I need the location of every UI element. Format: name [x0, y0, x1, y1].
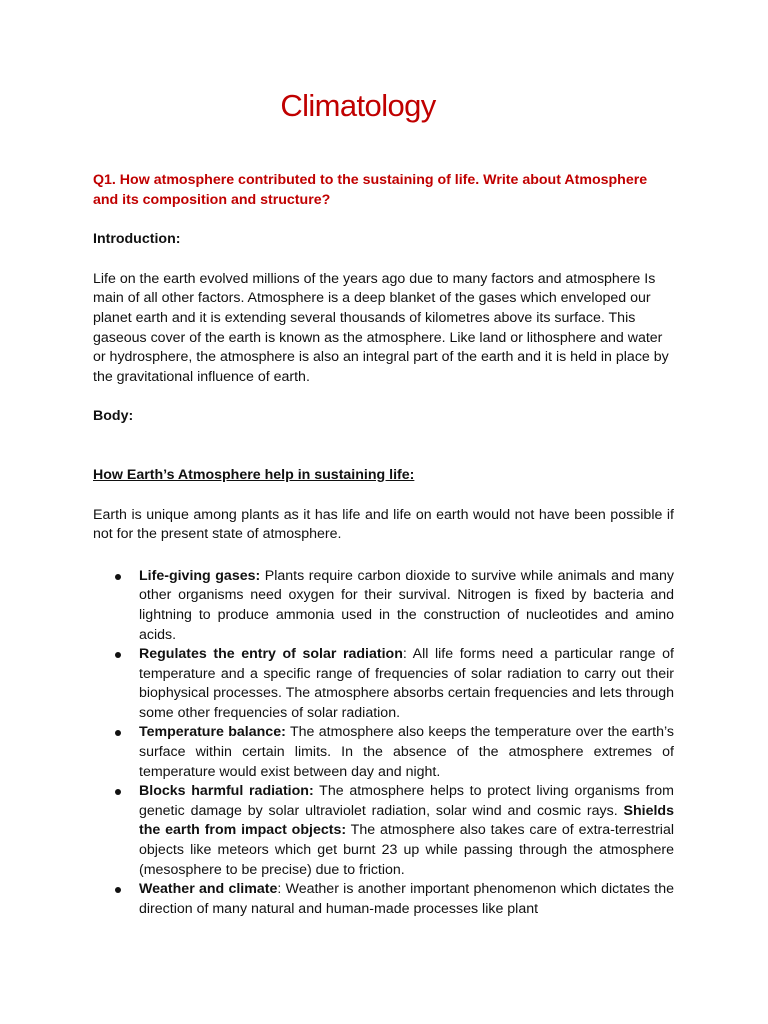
- bullet-text: The atmosphere helps to protect living organisms from genetic damage by solar ultraviolet radiation, solar wind and cosmic rays.: [139, 783, 674, 819]
- document-title: Climatology: [280, 88, 436, 123]
- bullet-text: Plants require carbon dioxide to survive while animals and many other organisms need oxygen for their survival. Nitrogen is fixed by bacteria and lightning to produce ammonia used in the construction of nucleotides and amino acids.: [139, 567, 674, 643]
- introduction-paragraph: Life on the earth evolved millions of the years ago due to many factors and atmosphere Is main of all other factors. Atmosphere is a deep blanket of the gases which enveloped our planet earth and it is extending several thousands of kilometres above its surface. This gaseous cover of the earth is known as the atmosphere. Like land or lithosphere and water or hydrosphere, the atmosphere is also an integral part of the earth and it is held in place by the gravitational influence of earth.: [93, 270, 669, 385]
- list-item: [93, 782, 674, 880]
- body-heading: Body:: [93, 408, 134, 425]
- bullet-term: Regulates the entry of solar radiation: [139, 646, 403, 663]
- list-item: [93, 567, 674, 645]
- bullet-text: The atmosphere also keeps the temperature over the earth’s surface within certain limits. In the absence of the atmosphere extremes of temperature would exist between day and night.: [139, 724, 674, 780]
- bullet-term: Shields the earth from impact objects:: [139, 802, 674, 839]
- bullet-icon: [115, 730, 121, 736]
- list-item: [93, 880, 674, 919]
- bullet-text: The atmosphere also takes care of extra-terrestrial objects like meteors which get burnt 23 up while passing through the atmosphere (mesosphere to be precise) due to friction.: [139, 822, 674, 878]
- bullet-text: : Weather is another important phenomenon which dictates the direction of many natural and human-made processes like plant: [139, 881, 674, 917]
- bullet-icon: [115, 789, 121, 795]
- document-content: [93, 171, 674, 919]
- bullet-term: Blocks harmful radiation:: [139, 783, 314, 800]
- body-subheading: How Earth’s Atmosphere help in sustaining life:: [93, 466, 415, 483]
- list-item: [93, 645, 674, 723]
- bullet-icon: [115, 652, 121, 658]
- bullet-icon: [115, 887, 121, 893]
- bullet-term: Life-giving gases:: [139, 567, 261, 584]
- introduction-heading: Introduction:: [93, 231, 181, 248]
- bullet-icon: [115, 574, 121, 580]
- question-heading: Q1. How atmosphere contributed to the sustaining of life. Write about Atmosphere and its composition and structure?: [93, 172, 648, 208]
- body-paragraph: Earth is unique among plants as it has life and life on earth would not have been possible if not for the present state of atmosphere.: [93, 506, 674, 543]
- bullet-term: Temperature balance:: [139, 724, 286, 741]
- bullet-term: Weather and climate: [139, 881, 278, 898]
- list-item: [93, 723, 674, 782]
- bullet-text: : All life forms need a particular range of temperature and a specific range of frequencies of solar radiation to carry out their biophysical processes. The atmosphere absorbs certain frequencies and lets through some other frequencies of solar radiation.: [139, 646, 674, 721]
- bullet-list: [93, 567, 674, 920]
